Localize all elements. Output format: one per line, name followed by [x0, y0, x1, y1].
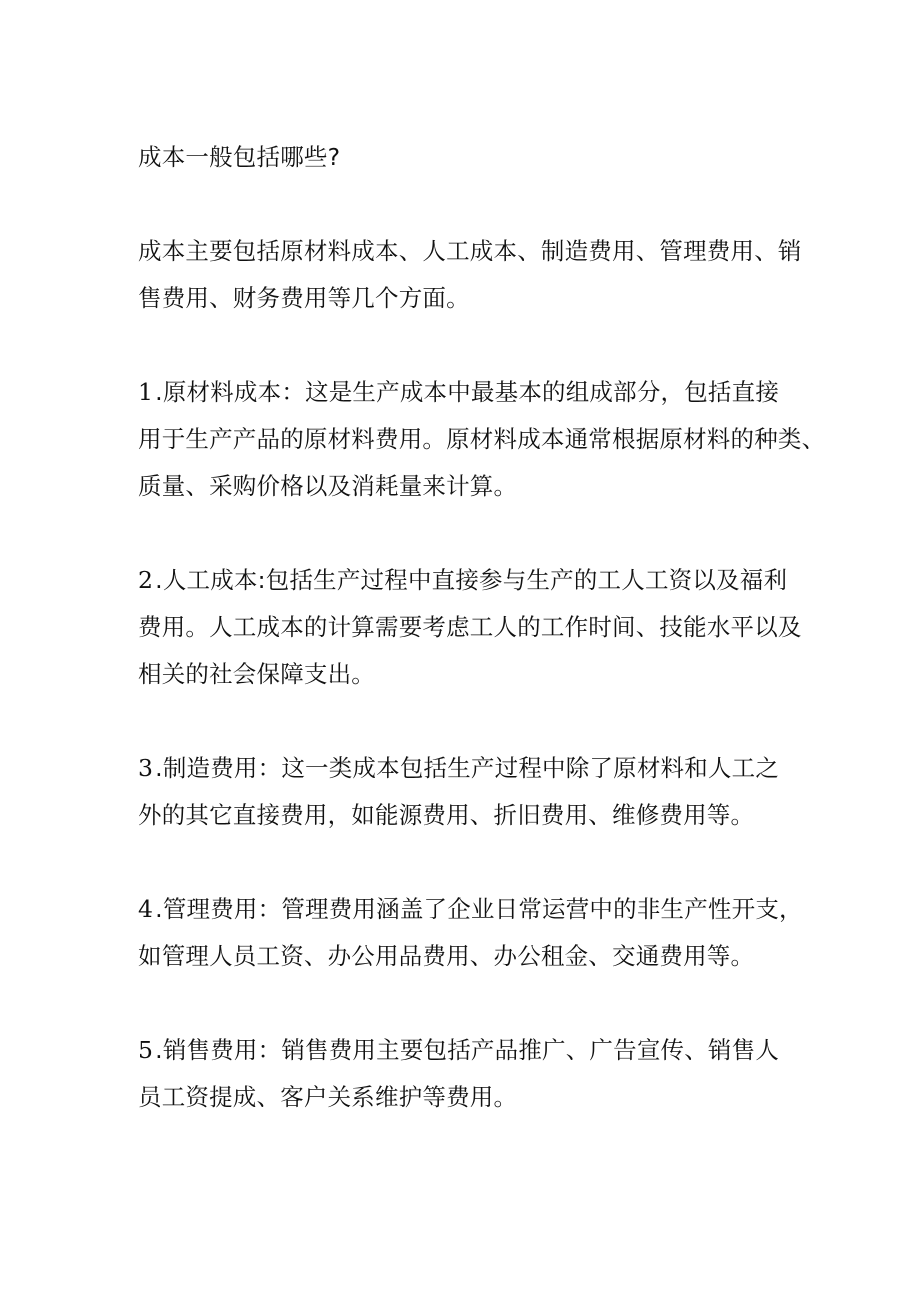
item-4-line-2: 如管理人员工资、办公用品费用、办公租金、交通费用等。 [138, 942, 755, 970]
intro-line-1: 成本主要包括原材料成本、人工成本、制造费用、管理费用、销 [138, 237, 802, 265]
document-body [138, 134, 826, 1121]
item-4-text-1: .管理费用：管理费用涵盖了企业日常运营中的非生产性开支， [155, 895, 803, 923]
item-1-text-1: .原材料成本：这是生产成本中最基本的组成部分，包括直接 [155, 378, 780, 406]
intro-line-2: 售费用、财务费用等几个方面。 [138, 284, 470, 312]
item-2-line-1 [138, 557, 798, 604]
item-2-line-2: 费用。人工成本的计算需要考虑工人的工作时间、技能水平以及 [138, 613, 802, 641]
item-1-line-2: 用于生产产品的原材料费用。原材料成本通常根据原材料的种类、 [138, 425, 826, 453]
item-2-line-3: 相关的社会保障支出。 [138, 660, 375, 688]
title-text: 成本一般包括哪些? [138, 143, 341, 171]
item-2-paragraph [138, 557, 802, 698]
item-5-line-1 [138, 1027, 798, 1074]
item-3-line-1 [138, 745, 798, 792]
document-title [138, 134, 798, 181]
item-4-line-1 [138, 886, 803, 933]
item-2-text-1: .人工成本:包括生产过程中直接参与生产的工人工资以及福利 [155, 566, 788, 594]
item-1-line-1 [138, 369, 798, 416]
item-1-line-3: 质量、采购价格以及消耗量来计算。 [138, 472, 518, 500]
item-4-number: 4 [138, 895, 154, 923]
item-5-line-2: 员工资提成、客户关系维护等费用。 [138, 1083, 518, 1111]
item-3-paragraph [138, 745, 798, 839]
intro-paragraph [138, 228, 802, 322]
item-3-line-2: 外的其它直接费用，如能源费用、折旧费用、维修费用等。 [138, 801, 755, 829]
item-3-number: 3 [138, 754, 154, 782]
item-2-number: 2 [138, 566, 154, 594]
item-5-paragraph [138, 1027, 798, 1121]
item-5-number: 5 [138, 1036, 154, 1064]
item-5-text-1: .销售费用：销售费用主要包括产品推广、广告宣传、销售人 [155, 1036, 780, 1064]
item-1-number: 1 [138, 378, 154, 406]
item-3-text-1: .制造费用：这一类成本包括生产过程中除了原材料和人工之 [155, 754, 780, 782]
item-1-paragraph [138, 369, 826, 510]
item-4-paragraph [138, 886, 803, 980]
